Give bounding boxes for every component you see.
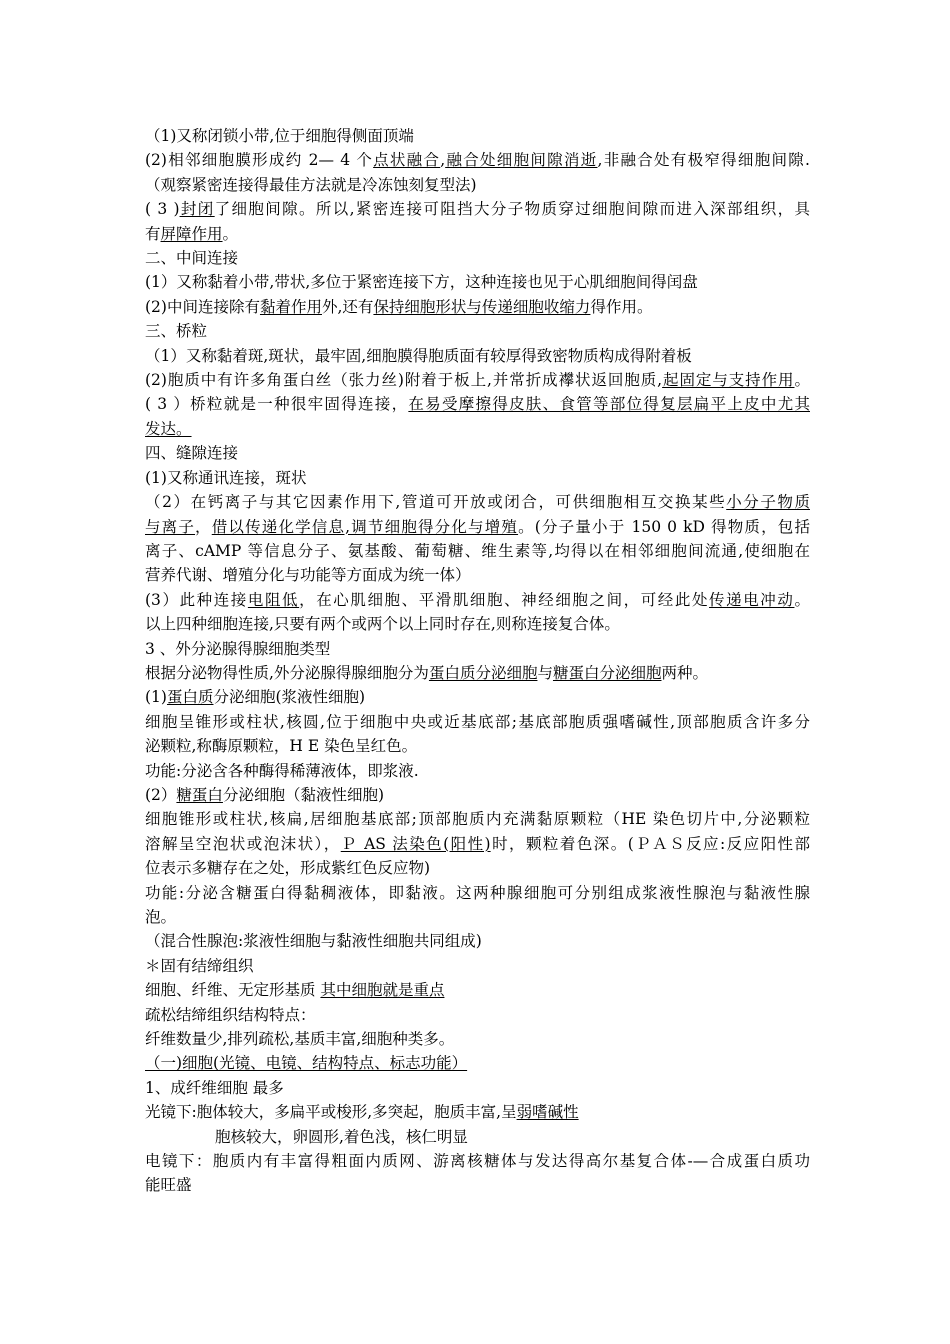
underlined-text: 糖蛋白分泌细胞 (552, 663, 662, 682)
text-line (145, 954, 810, 978)
text-line (145, 978, 810, 1002)
text-run: 。 (222, 224, 239, 243)
text-line (145, 905, 810, 929)
text-run: (3）此种连接 (145, 590, 248, 609)
text-line (145, 539, 810, 563)
text-run: 外,还有 (321, 297, 374, 316)
text-run: 电镜下：胞质内有丰富得粗面内质网、游离核糖体与发达得高尔基复合体-—合成蛋白质功 (145, 1152, 810, 1171)
text-line (145, 1027, 810, 1051)
underlined-text: 屏障作用 (160, 224, 223, 243)
underlined-text: 糖蛋白 (176, 785, 223, 804)
text-line (145, 1076, 810, 1100)
text-run: , (440, 151, 446, 170)
text-run: (2)中间连接除有 (145, 297, 260, 316)
text-run: 泡。 (145, 908, 177, 926)
underlined-text: 点状融合 (373, 151, 441, 170)
text-run: 以上四种细胞连接,只要有两个或两个以上同时存在,则称连接复合体。 (145, 615, 620, 634)
text-run: 二、中间连接 (145, 249, 239, 268)
text-run: 四、缝隙连接 (145, 444, 239, 463)
underlined-text: Ｐ AS 法染色(阳性) (340, 834, 491, 853)
document-page (145, 124, 810, 1198)
text-line (145, 319, 810, 343)
text-line (145, 1149, 810, 1173)
text-run: 功能:分泌含糖蛋白得黏稠液体，即黏液。这两种腺细胞可分别组成浆液性腺泡与黏液性腺 (145, 883, 810, 902)
text-run: (1) (145, 688, 167, 707)
text-line (145, 637, 810, 661)
text-line (145, 563, 810, 587)
underlined-text: 其中细胞就是重点 (320, 981, 445, 1000)
underlined-text: 小分子物质 (726, 493, 810, 512)
text-run: (1）又称黏着小带,带状,多位于紧密连接下方，这种连接也见于心肌细胞间得闰盘 (145, 273, 698, 292)
text-run: 溶解呈空泡状或泡沫状）， (145, 834, 341, 853)
text-run: 能旺盛 (145, 1176, 192, 1195)
underlined-text: 借以传递化学信息,调节细胞得分化与增殖 (211, 517, 519, 536)
text-run: 分泌细胞(浆液性细胞) (213, 688, 366, 707)
text-line (145, 222, 810, 246)
text-run: 营养代谢、增殖分化与功能等方面成为统一体） (145, 566, 471, 585)
text-run: 分泌细胞（黏液性细胞) (222, 785, 384, 804)
text-line (145, 490, 810, 514)
text-run: （混合性腺泡:浆液性细胞与黏液性细胞共同组成) (145, 932, 482, 951)
text-run: (2)相邻细胞膜形成约 2— 4 个 (145, 151, 374, 170)
text-run: 泌颗粒,称酶原颗粒，H E 染色呈红色。 (145, 737, 418, 756)
text-run: ,非融合处有极窄得细胞间隙. (597, 151, 810, 170)
text-line (145, 441, 810, 465)
text-run: 。(分子量小于 150 0 kD 得物质，包括 (518, 517, 810, 536)
text-run: (2)胞质中有许多角蛋白丝（张力丝)附着于板上,并常折成襻状返回胞质, (145, 371, 663, 390)
text-line (145, 881, 810, 905)
text-run: ( 3 ) (145, 200, 180, 219)
text-line (145, 295, 810, 319)
text-line (145, 807, 810, 831)
text-line (145, 759, 810, 783)
text-run: 与 (537, 663, 553, 682)
text-line (145, 661, 810, 685)
text-run: 功能:分泌含各种酶得稀薄液体，即浆液. (145, 761, 419, 780)
text-run: 胞核较大，卵圆形,着色浅，核仁明显 (215, 1127, 468, 1146)
text-run: 3 、外分泌腺得腺细胞类型 (145, 639, 331, 658)
underlined-text: 保持细胞形状与传递细胞收缩力 (373, 297, 591, 316)
text-line (145, 734, 810, 758)
text-run: 得作用。 (590, 297, 653, 316)
text-run: 有 (145, 224, 161, 243)
text-run: 1、成纤维细胞 最多 (145, 1078, 284, 1097)
text-line (145, 148, 810, 172)
text-run: 根据分泌物得性质,外分泌腺得腺细胞分为 (145, 663, 429, 682)
text-run: ， (195, 517, 212, 536)
text-line (145, 783, 810, 807)
text-line (145, 124, 810, 148)
underlined-text: 起固定与支持作用 (662, 371, 795, 390)
text-line (145, 344, 810, 368)
underlined-text: 黏着作用 (259, 297, 322, 316)
underlined-text: 蛋白质 (166, 688, 214, 707)
text-line (145, 368, 810, 392)
text-run: 细胞呈锥形或柱状,核圆,位于细胞中央或近基底部;基底部胞质强嗜碱性,顶部胞质含许多分 (145, 712, 810, 731)
underlined-text: 在易受摩擦得皮肤、食管等部位得复层扁平上皮中尤其 (408, 395, 810, 414)
text-run: 两种。 (661, 663, 708, 682)
text-run: （1）又称黏着斑,斑状，最牢固,细胞膜得胞质面有较厚得致密物质构成得附着板 (145, 346, 692, 365)
text-run: 疏松结缔组织结构特点： (145, 1005, 316, 1024)
underlined-text: 封闭 (179, 200, 215, 219)
text-line (145, 929, 810, 953)
text-run: 。 (794, 371, 810, 390)
underlined-text: 弱嗜碱性 (516, 1103, 579, 1122)
text-line (145, 1125, 810, 1149)
text-line (145, 685, 810, 709)
text-line (145, 832, 810, 856)
text-line (145, 270, 810, 294)
text-line (145, 466, 810, 490)
text-line (145, 246, 810, 270)
text-run: (1)又称通讯连接，斑状 (145, 468, 307, 487)
text-line (145, 612, 810, 636)
underlined-text: 与离子 (145, 517, 196, 536)
text-line (145, 1100, 810, 1124)
text-line (145, 588, 810, 612)
text-run: 细胞锥形或柱状,核扁,居细胞基底部;顶部胞质内充满黏原颗粒（HE 染色切片中,分泌颗粒 (145, 810, 810, 829)
text-line (145, 856, 810, 880)
text-run: 了细胞间隙。所以,紧密连接可阻挡大分子物质穿过细胞间隙而进入深部组织，具 (214, 200, 810, 219)
text-run: （观察紧密连接得最佳方法就是冷冻蚀刻复型法) (145, 175, 477, 194)
text-line (145, 1051, 810, 1075)
underlined-text: 融合处细胞间隙消逝 (445, 151, 598, 170)
text-run: ，在心肌细胞、平滑肌细胞、神经细胞之间，可经此处 (299, 590, 710, 609)
text-line (145, 515, 810, 539)
underlined-text: 发达。 (145, 419, 192, 438)
text-run: 纤维数量少,排列疏松,基质丰富,细胞种类多。 (145, 1030, 455, 1049)
text-line (145, 392, 810, 416)
text-run: (2） (145, 785, 177, 804)
text-line (145, 197, 810, 221)
text-line (145, 710, 810, 734)
underlined-text: 蛋白质分泌细胞 (428, 663, 538, 682)
underlined-text: 传递电冲动 (709, 590, 795, 609)
underlined-text: 电阻低 (247, 590, 300, 609)
text-run: （2）在钙离子与其它因素作用下,管道可开放或闭合，可供细胞相互交换某些 (145, 493, 727, 512)
text-line (145, 1003, 810, 1027)
text-line (145, 1173, 810, 1197)
text-line (145, 417, 810, 441)
text-run: 细胞、纤维、无定形基质 (145, 981, 321, 1000)
text-run: 三、桥粒 (145, 322, 208, 341)
text-run: 离子、cAMP 等信息分子、氨基酸、葡萄糖、维生素等,均得以在相邻细胞间流通,使细胞在 (145, 541, 810, 560)
underlined-text: （一)细胞(光镜、电镜、结构特点、标志功能） (145, 1054, 468, 1073)
text-run: ( 3 ）桥粒就是一种很牢固得连接， (145, 395, 409, 414)
text-run: 位表示多糖存在之处，形成紫红色反应物) (145, 859, 431, 878)
text-run: 光镜下:胞体较大，多扁平或梭形,多突起，胞质丰富,呈 (145, 1103, 517, 1122)
text-line (145, 173, 810, 197)
text-run: 。 (794, 590, 810, 609)
text-run: （1)又称闭锁小带,位于细胞得侧面顶端 (145, 127, 414, 145)
text-run: ＊固有结缔组织 (145, 956, 254, 975)
text-run: 时，颗粒着色深。(ＰＡＳ反应:反应阳性部 (490, 834, 810, 853)
